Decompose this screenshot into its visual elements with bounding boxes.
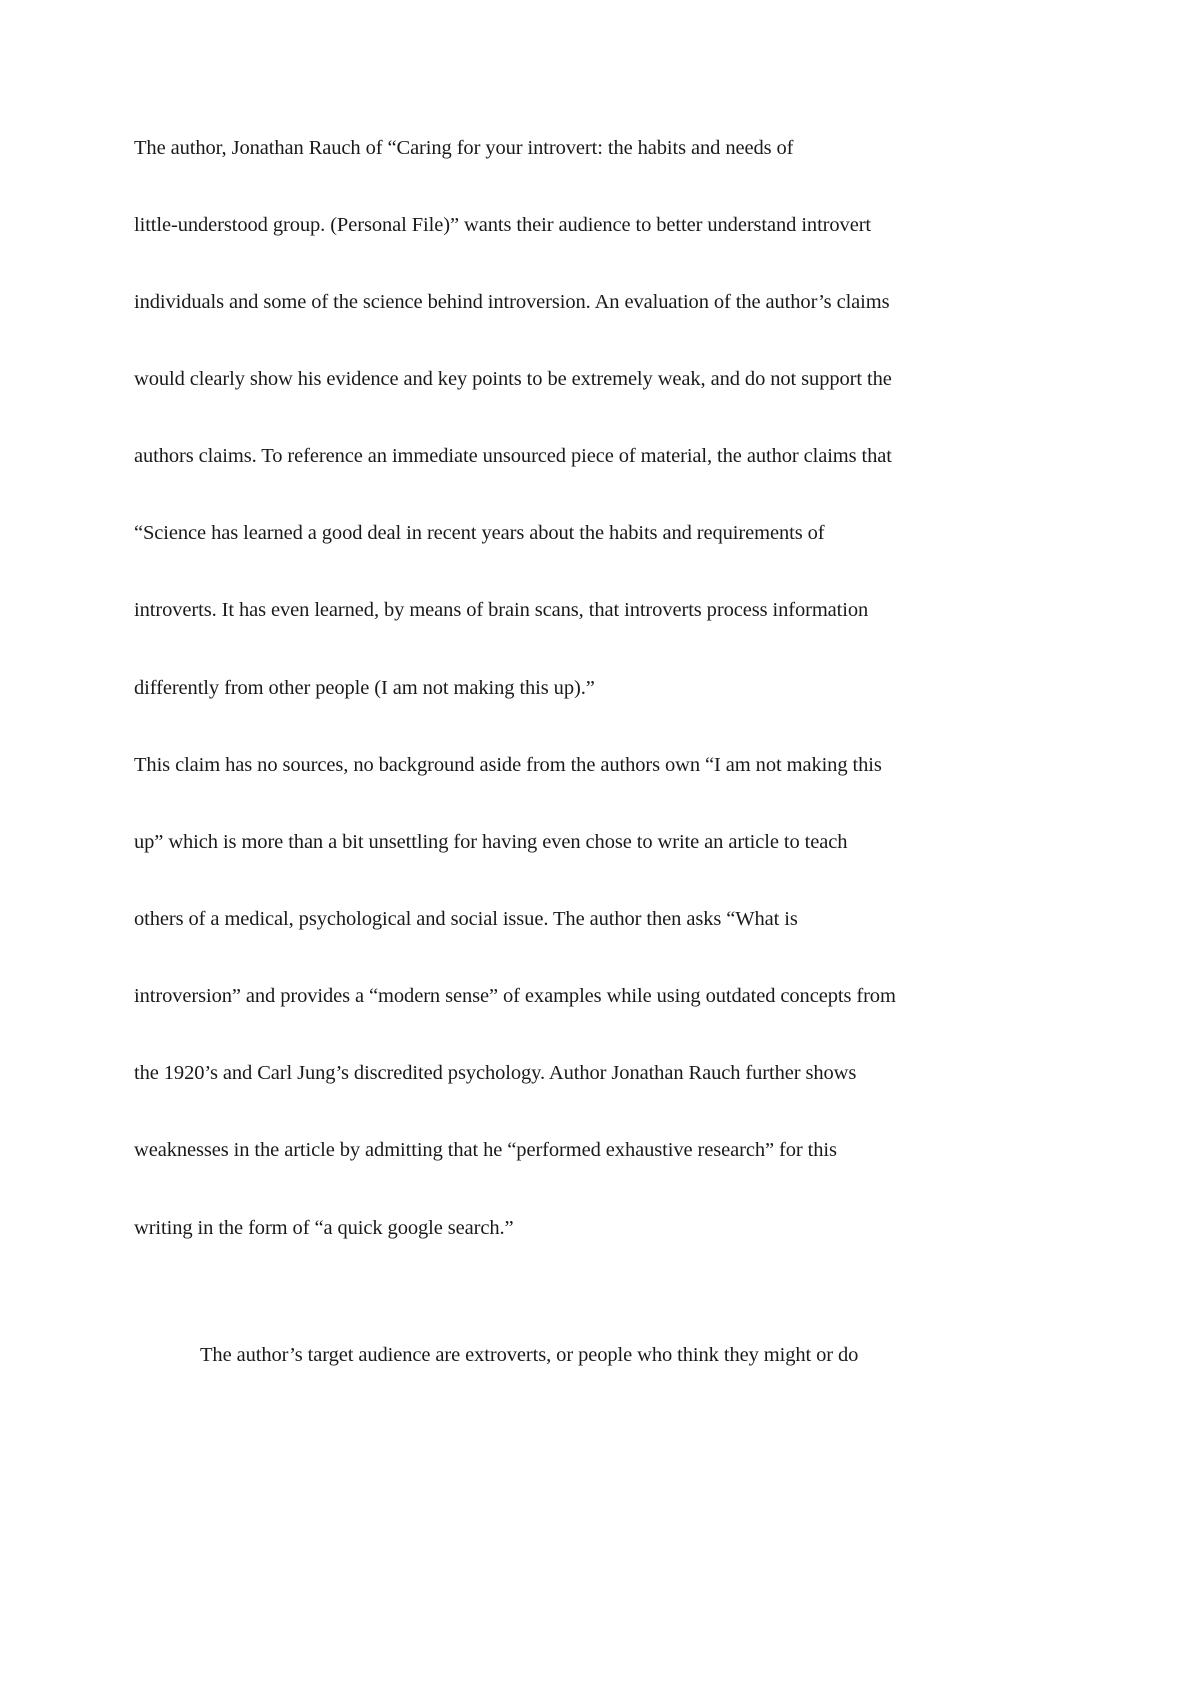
text-line: The author, Jonathan Rauch of “Caring for your introvert: the habits and needs of	[134, 137, 794, 159]
text-line: would clearly show his evidence and key points to be extremely weak, and do not support the	[134, 368, 892, 390]
text-line: introversion” and provides a “modern sense” of examples while using outdated concepts from	[134, 985, 896, 1007]
text-line: up” which is more than a bit unsettling for having even chose to write an article to teach	[134, 831, 848, 853]
text-line: writing in the form of “a quick google search.”	[134, 1217, 514, 1239]
text-line: the 1920’s and Carl Jung’s discredited psychology. Author Jonathan Rauch further shows	[134, 1062, 857, 1084]
text-line: “Science has learned a good deal in recent years about the habits and requirements of	[134, 522, 825, 544]
text-line: This claim has no sources, no background aside from the authors own “I am not making this	[134, 754, 882, 776]
text-line: others of a medical, psychological and social issue. The author then asks “What is	[134, 908, 798, 930]
text-line: differently from other people (I am not making this up).”	[134, 677, 595, 699]
text-line: introverts. It has even learned, by means of brain scans, that introverts process information	[134, 599, 869, 621]
text-line: The author’s target audience are extroverts, or people who think they might or do	[200, 1344, 859, 1366]
text-line: authors claims. To reference an immediate unsourced piece of material, the author claims that	[134, 445, 892, 467]
text-line: weaknesses in the article by admitting that he “performed exhaustive research” for this	[134, 1139, 837, 1161]
text-line: little-understood group. (Personal File)” wants their audience to better understand introvert	[134, 214, 872, 236]
text-line: individuals and some of the science behind introversion. An evaluation of the author’s claims	[134, 291, 890, 313]
